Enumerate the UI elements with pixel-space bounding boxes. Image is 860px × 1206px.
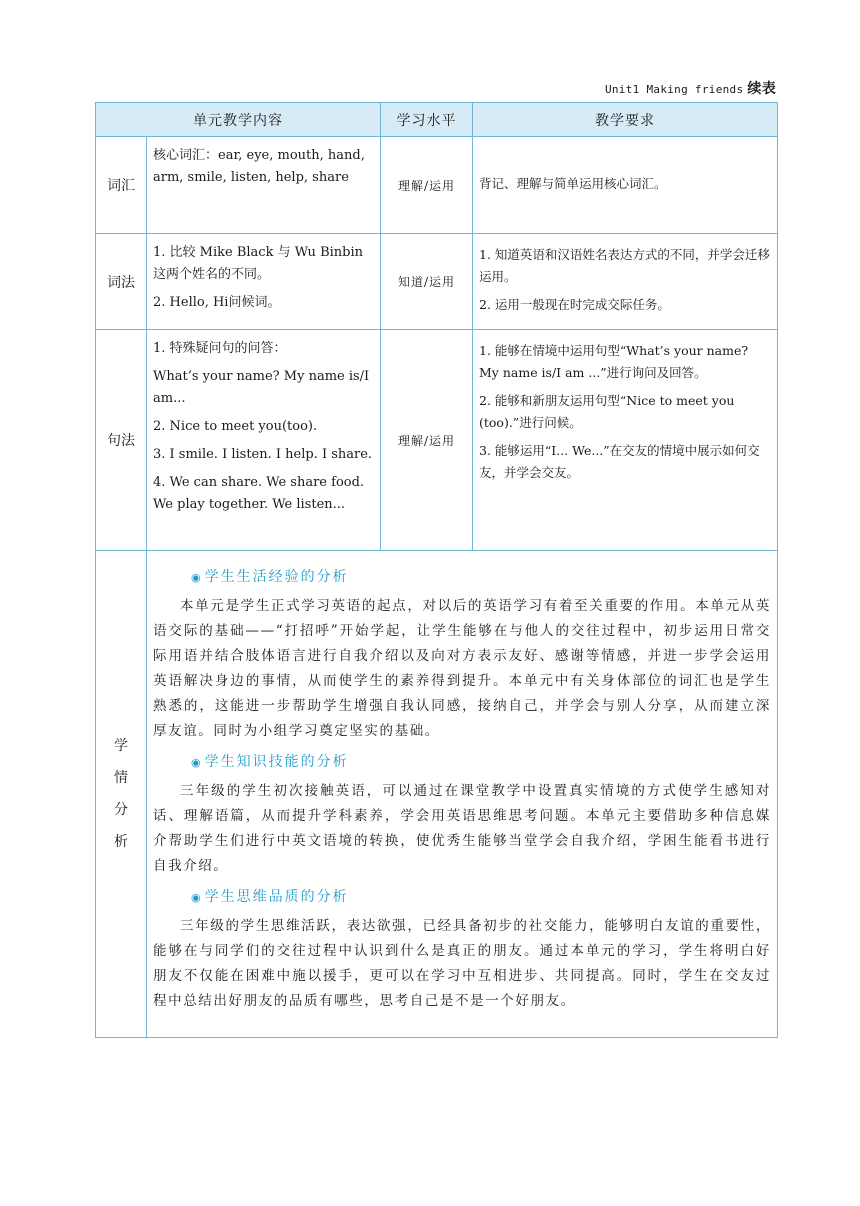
table-row [96,137,778,234]
row-level: 知道/运用 [381,234,473,330]
row-level: 理解/运用 [381,330,473,551]
vertical-char: 情 [114,770,128,786]
row-requirements [473,330,778,551]
content-line: 1. 比较 Mike Black 与 Wu Binbin这两个姓名的不同。 [153,245,363,282]
vertical-char: 学 [114,738,128,754]
section-text: 本单元是学生正式学习英语的起点，对以后的英语学习有着至关重要的作用。本单元从英语交际的基础——“打招呼”开始学起，让学生能够在与他人的交往过程中，初步运用日常交际用语并结合肢体语言进行自我介绍以及向对方表示友好、感谢等情感，并进一步学会运用英语解决身边的事情，从而使学生的素养得到提升。本单元中有关身体部位的词汇也是学生熟悉的，这能进一步帮助学生增强自我认同感，接纳自己，并学会与别人分享，从而建立深厚友谊。同时为小组学习奠定坚实的基础。 [153,598,771,739]
bullet-icon: ◉ [191,756,203,769]
teaching-table [95,102,778,1038]
row-content [147,330,381,551]
section-title [191,885,771,910]
continued-label: 续表 [747,81,776,97]
section-title [191,750,771,775]
vertical-char: 分 [114,802,128,818]
table-row [96,330,778,551]
table-header-row [96,103,778,137]
content-line: 3. I smile. I listen. I help. I share. [153,447,373,462]
row-head-vocabulary: 词汇 [96,137,147,234]
row-head-syntax: 句法 [96,330,147,551]
analysis-content [147,551,778,1038]
row-level: 理解/运用 [381,137,473,234]
section-title-text: 学生生活经验的分析 [204,569,349,585]
bullet-icon: ◉ [191,571,203,584]
row-head-morphology: 词法 [96,234,147,330]
unit-title: Unit1 Making friends [604,83,744,96]
row-content [147,137,381,234]
content-line: 核心词汇：ear, eye, mouth, hand, arm, smile, listen, help, share [153,148,365,185]
content-line: 2. Nice to meet you(too). [153,419,318,434]
content-line: 4. We can share. We share food. We play together. We listen... [153,475,365,512]
col-header-content: 单元教学内容 [96,103,381,137]
table-row [96,551,778,1038]
requirement-line: 1. 能够在情境中运用句型“What’s your name? My name is/I am ...”进行询问及回答。 [479,343,749,380]
content-line: What’s your name? My name is/I am... [153,369,370,406]
bullet-icon: ◉ [191,891,203,904]
section-title [191,565,771,590]
section-title-text: 学生知识技能的分析 [204,754,349,770]
section-text: 三年级的学生思维活跃，表达欲强，已经具备初步的社交能力，能够明白友谊的重要性，能够在与同学们的交往过程中认识到什么是真正的朋友。通过本单元的学习，学生将明白好朋友不仅能在困难中施以援手，更可以在学习中互相进步、共同提高。同时，学生在交友过程中总结出好朋友的品质有哪些，思考自己是不是一个好朋友。 [153,918,771,1009]
row-head-analysis [96,551,147,1038]
requirement-line: 2. 运用一般现在时完成交际任务。 [479,297,670,312]
row-requirements [473,234,778,330]
content-line: 2. Hello, Hi问候词。 [153,295,281,310]
section-title-text: 学生思维品质的分析 [204,889,349,905]
row-content [147,234,381,330]
content-line: 1. 特殊疑问句的问答： [153,341,287,356]
running-header [605,78,776,98]
table-row [96,234,778,330]
section-text: 三年级的学生初次接触英语，可以通过在课堂教学中设置真实情境的方式使学生感知对话、理解语篇，从而提升学科素养，学会用英语思维思考问题。本单元主要借助多种信息媒介帮助学生们进行中英文语境的转换，使优秀生能够当堂学会自我介绍，学困生能看书进行自我介绍。 [153,783,771,874]
requirement-line: 3. 能够运用“I... We...”在交友的情境中展示如何交友，并学会交友。 [479,443,760,480]
requirement-line: 1. 知道英语和汉语姓名表达方式的不同，并学会迁移运用。 [479,247,770,284]
col-header-requirements: 教学要求 [473,103,778,137]
requirement-line: 2. 能够和新朋友运用句型“Nice to meet you (too).”进行问候。 [479,393,735,430]
vertical-char: 析 [114,834,128,850]
col-header-level: 学习水平 [381,103,473,137]
row-requirements [473,137,778,234]
requirement-line: 背记、理解与简单运用核心词汇。 [479,176,667,191]
